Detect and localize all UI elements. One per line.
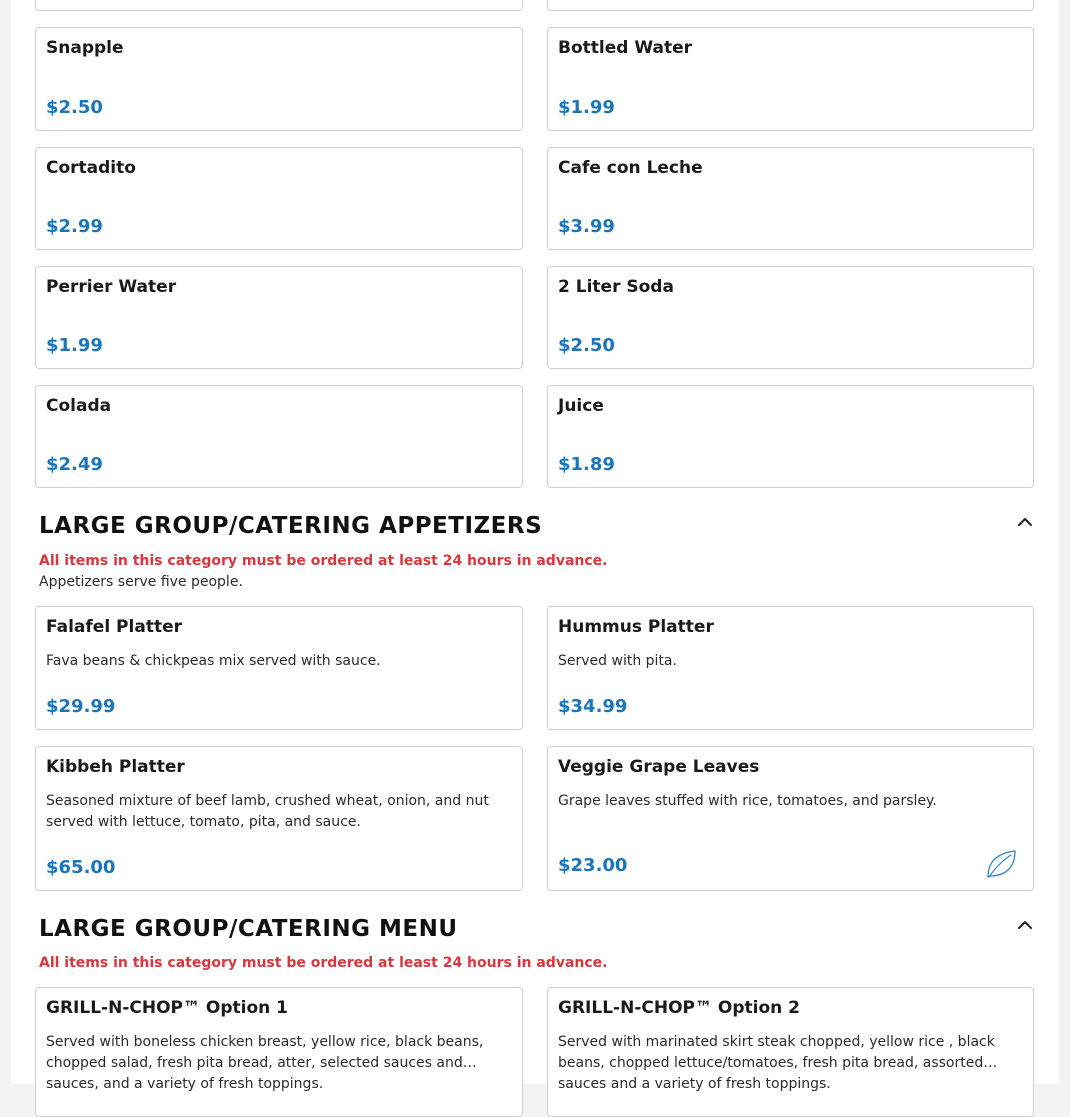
section-title-catering-menu: LARGE GROUP/CATERING MENU xyxy=(39,916,458,942)
leaf-icon xyxy=(984,847,1018,881)
item-price: $1.99 xyxy=(558,97,615,118)
menu-item-card[interactable] xyxy=(547,147,1034,250)
menu-item-card[interactable] xyxy=(35,147,523,250)
item-name: Bottled Water xyxy=(558,38,692,58)
item-price: $2.99 xyxy=(46,216,103,237)
menu-item-card[interactable] xyxy=(547,27,1034,131)
item-price: $1.89 xyxy=(558,454,615,475)
item-price: $29.99 xyxy=(46,696,116,717)
advance-order-notice: All items in this category must be ordered at least 24 hours in advance. xyxy=(39,955,608,971)
menu-item-card-partial[interactable] xyxy=(547,0,1034,11)
item-name: Cafe con Leche xyxy=(558,158,703,178)
item-name: Colada xyxy=(46,396,112,416)
menu-item-card[interactable] xyxy=(35,27,523,131)
advance-order-notice: All items in this category must be ordered at least 24 hours in advance. xyxy=(39,553,608,569)
item-price: $65.00 xyxy=(46,857,116,878)
item-name: GRILL-N-CHOP™ Option 1 xyxy=(46,998,289,1018)
item-description: Seasoned mixture of beef lamb, crushed wheat, onion, and nut served with lettuce, tomato, pita, and sauce. xyxy=(46,793,489,830)
chevron-up-icon[interactable] xyxy=(1016,918,1034,932)
menu-item-card[interactable] xyxy=(547,987,1034,1117)
item-name: Veggie Grape Leaves xyxy=(558,757,760,777)
menu-item-card[interactable] xyxy=(547,746,1034,891)
menu-item-card-partial[interactable] xyxy=(35,0,523,11)
item-price: $3.99 xyxy=(558,216,615,237)
menu-item-card[interactable] xyxy=(547,606,1034,730)
item-price: $1.99 xyxy=(46,335,103,356)
serving-note: Appetizers serve five people. xyxy=(39,574,243,590)
item-name: GRILL-N-CHOP™ Option 2 xyxy=(558,998,801,1018)
menu-item-card[interactable] xyxy=(547,385,1034,488)
item-name: Kibbeh Platter xyxy=(46,757,185,777)
item-name: Hummus Platter xyxy=(558,617,714,637)
menu-item-card[interactable] xyxy=(35,385,523,488)
item-name: Falafel Platter xyxy=(46,617,182,637)
item-description: Served with marinated skirt steak chopped, yellow rice , black beans, chopped lettuce/tomatoes, fresh pita bread, assorted sauces and a variety of fresh toppings. xyxy=(558,1034,995,1092)
item-name: Juice xyxy=(558,396,604,416)
item-name: 2 Liter Soda xyxy=(558,277,674,297)
item-description: Served with boneless chicken breast, yellow rice, black beans, chopped salad, fresh pita bread, atter, selected sauces and sauces, and a variety of fresh toppings. xyxy=(46,1034,484,1092)
item-price: $2.50 xyxy=(558,335,615,356)
item-price: $23.00 xyxy=(558,855,628,876)
item-description: Served with pita. xyxy=(558,653,677,669)
item-price: $34.99 xyxy=(558,696,628,717)
menu-item-card[interactable] xyxy=(35,606,523,730)
item-name: Snapple xyxy=(46,38,124,58)
item-name: Cortadito xyxy=(46,158,136,178)
menu-item-card[interactable] xyxy=(35,266,523,369)
menu-item-card[interactable] xyxy=(35,987,523,1117)
menu-item-card[interactable] xyxy=(547,266,1034,369)
item-description: Grape leaves stuffed with rice, tomatoes, and parsley. xyxy=(558,793,937,809)
section-title-appetizers: LARGE GROUP/CATERING APPETIZERS xyxy=(39,513,543,539)
menu-item-card[interactable] xyxy=(35,746,523,891)
item-price: $2.49 xyxy=(46,454,103,475)
item-price: $2.50 xyxy=(46,97,103,118)
item-description: Fava beans & chickpeas mix served with sauce. xyxy=(46,653,381,669)
chevron-up-icon[interactable] xyxy=(1016,515,1034,529)
item-name: Perrier Water xyxy=(46,277,177,297)
